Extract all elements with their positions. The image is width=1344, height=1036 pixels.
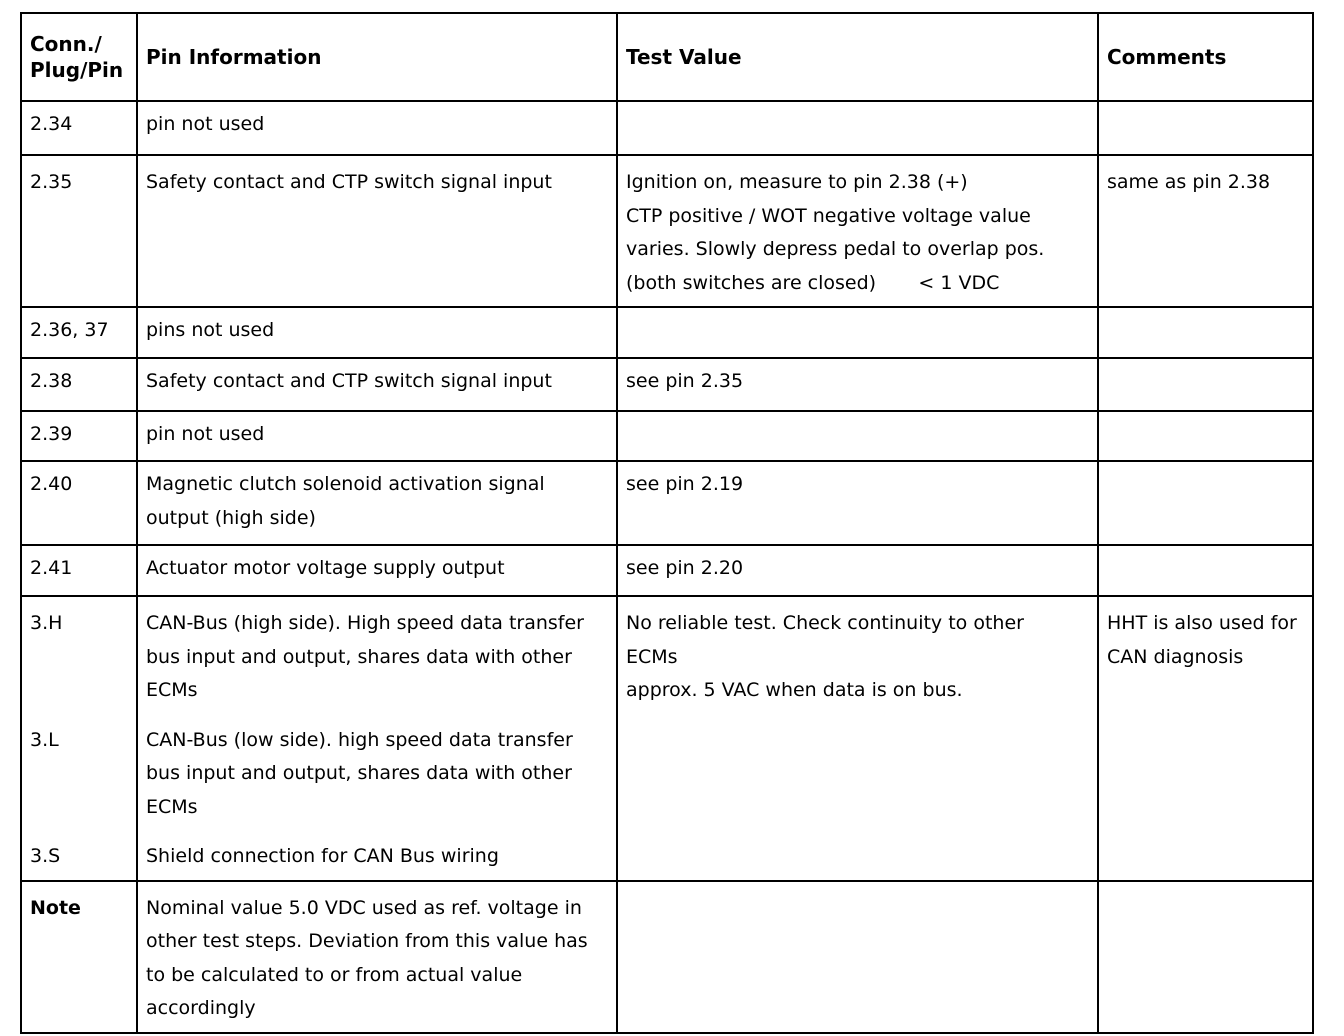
pin-info-cell: Safety contact and CTP switch signal input	[137, 155, 617, 307]
table-header-row	[21, 13, 1313, 101]
info-line: bus input and output, shares data with other	[146, 645, 572, 668]
table-row	[21, 101, 1313, 155]
pin-info-cell: pin not used	[137, 411, 617, 461]
pin-info-cell: pins not used	[137, 307, 617, 358]
table-row-can-bus	[21, 596, 1313, 881]
table-row	[21, 545, 1313, 596]
comment-cell	[1098, 307, 1313, 358]
pin-info-cell: Safety contact and CTP switch signal input	[137, 358, 617, 411]
info-line: other test steps. Deviation from this value has	[146, 930, 588, 952]
pin-3s: 3.S	[30, 845, 61, 867]
pin-cell: 2.34	[21, 101, 137, 155]
test-line: approx. 5 VAC when data is on bus.	[626, 679, 963, 701]
header-comments: Comments	[1098, 13, 1313, 101]
info-line: Nominal value 5.0 VDC used as ref. voltage in	[146, 896, 582, 919]
pin-cell: 2.36, 37	[21, 307, 137, 358]
header-test-value: Test Value	[617, 13, 1098, 101]
info-line: CAN-Bus (low side). high speed data transfer	[146, 728, 573, 751]
table-row	[21, 358, 1313, 411]
test-line: CTP positive / WOT negative voltage value	[626, 204, 1031, 227]
pin-cell: 2.39	[21, 411, 137, 461]
table-row	[21, 461, 1313, 545]
comment-cell	[1098, 358, 1313, 411]
test-value-cell	[617, 881, 1098, 1033]
test-line: ECMs	[626, 645, 678, 668]
comment-cell	[1098, 461, 1313, 545]
comment-cell	[1098, 881, 1313, 1033]
info-line: accordingly	[146, 997, 256, 1019]
comment-cell	[1098, 596, 1313, 881]
table-row	[21, 411, 1313, 461]
info-line: CAN-Bus (high side). High speed data transfer	[146, 612, 584, 634]
comment-cell	[1098, 101, 1313, 155]
info-line: bus input and output, shares data with other	[146, 762, 572, 784]
pin-cell: 2.38	[21, 358, 137, 411]
comment-line: CAN diagnosis	[1107, 645, 1244, 668]
comment-cell	[1098, 411, 1313, 461]
test-value-cell	[617, 411, 1098, 461]
info-line: ECMs	[146, 679, 198, 701]
comment-cell	[1098, 545, 1313, 596]
test-value-cell: see pin 2.20	[617, 545, 1098, 596]
info-line: ECMs	[146, 795, 198, 818]
pin-cell	[21, 596, 137, 881]
comment-cell: same as pin 2.38	[1098, 155, 1313, 307]
test-value-cell	[617, 101, 1098, 155]
header-pin-information: Pin Information	[137, 13, 617, 101]
comment-line: HHT is also used for	[1107, 612, 1297, 634]
pin-cell: 2.35	[21, 155, 137, 307]
test-value-cell: see pin 2.35	[617, 358, 1098, 411]
pin-information-table	[20, 12, 1314, 1034]
test-line: (both switches are closed) < 1 VDC	[626, 271, 1000, 294]
pin-info-cell	[137, 461, 617, 545]
test-value-cell	[617, 307, 1098, 358]
test-value-cell	[617, 155, 1098, 307]
table-row-note	[21, 881, 1313, 1033]
pin-info-cell: Actuator motor voltage supply output	[137, 545, 617, 596]
test-line: varies. Slowly depress pedal to overlap pos.	[626, 238, 1045, 260]
table-row	[21, 155, 1313, 307]
pin-cell: 2.41	[21, 545, 137, 596]
test-value-cell: see pin 2.19	[617, 461, 1098, 545]
test-line: Ignition on, measure to pin 2.38 (+)	[626, 171, 968, 193]
pin-3l: 3.L	[30, 728, 59, 751]
info-line: Magnetic clutch solenoid activation signal	[146, 473, 545, 495]
test-line: No reliable test. Check continuity to other	[626, 612, 1024, 634]
pin-info-cell	[137, 881, 617, 1033]
pin-3h: 3.H	[30, 612, 63, 634]
info-line: to be calculated to or from actual value	[146, 963, 523, 986]
table-row	[21, 307, 1313, 358]
info-line: Shield connection for CAN Bus wiring	[146, 845, 499, 867]
pin-info-cell: pin not used	[137, 101, 617, 155]
pin-cell: 2.40	[21, 461, 137, 545]
pin-cell: Note	[21, 881, 137, 1033]
header-conn-plug-pin: Conn./ Plug/Pin	[21, 13, 137, 101]
test-value-cell	[617, 596, 1098, 881]
info-line: output (high side)	[146, 506, 316, 529]
pin-info-cell	[137, 596, 617, 881]
